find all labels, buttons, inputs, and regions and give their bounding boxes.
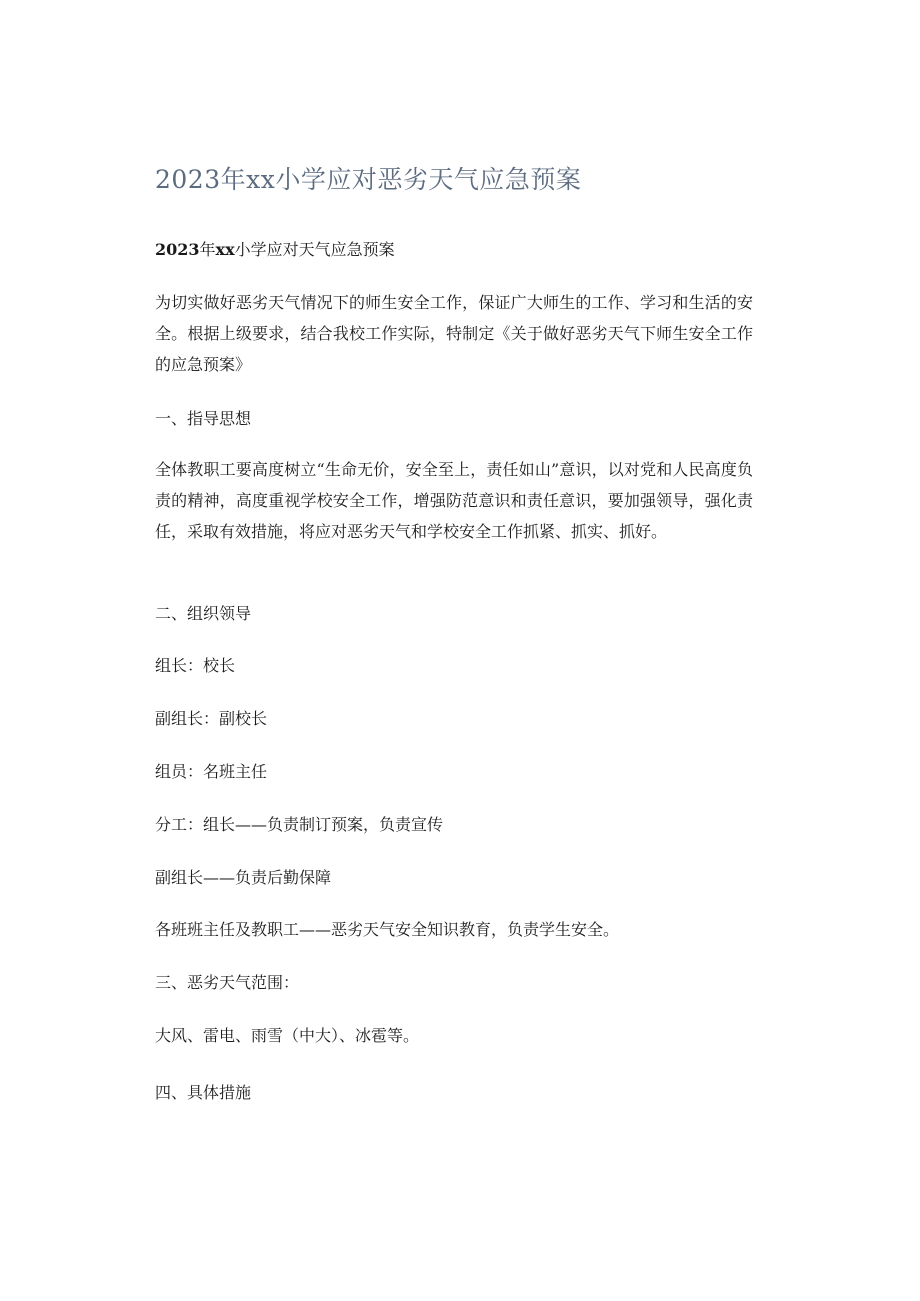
subtitle-nian: 年 <box>199 240 216 259</box>
document-subtitle <box>155 236 755 264</box>
division-teachers-line: 各班班主任及教职工——恶劣天气安全知识教育，负责学生安全。 <box>155 920 620 939</box>
division-deputy-line: 副组长——负责后勤保障 <box>155 868 332 887</box>
intro-paragraph: 为切实做好恶劣天气情况下的师生安全工作，保证广大师生的工作、学习和生活的安全。根据上级要求，结合我校工作实际，特制定《关于做好恶劣天气下师生安全工作的应急预案》 <box>155 293 753 374</box>
leader-line: 组长：校长 <box>155 656 236 675</box>
members-line: 组员：名班主任 <box>155 762 268 781</box>
subtitle-year: 2023 <box>155 240 200 259</box>
section1-heading: 一、指导思想 <box>155 409 252 428</box>
division-leader-line: 分工：组长——负责制订预案，负责宣传 <box>155 815 444 834</box>
subtitle-xx: xx <box>215 240 235 259</box>
section3-body: 大风、雷电、雨雪（中大）、冰雹等。 <box>155 1026 420 1045</box>
section1-body: 全体教职工要高度树立“生命无价，安全至上，责任如山”意识，以对党和人民高度负责的精神，高度重视学校安全工作，增强防范意识和责任意识，要加强领导，强化责任，采取有效措施，将应对恶劣天气和学校安全工作抓紧、抓实、抓好。 <box>155 460 753 541</box>
document-title: 2023年xx小学应对恶劣天气应急预案 <box>155 165 582 194</box>
section4-heading: 四、具体措施 <box>155 1083 252 1102</box>
subtitle-rest: 小学应对天气应急预案 <box>234 240 395 259</box>
section2-heading: 二、组织领导 <box>155 604 252 623</box>
deputy-leader-line: 副组长：副校长 <box>155 709 268 728</box>
section3-heading: 三、恶劣天气范围： <box>155 973 300 992</box>
